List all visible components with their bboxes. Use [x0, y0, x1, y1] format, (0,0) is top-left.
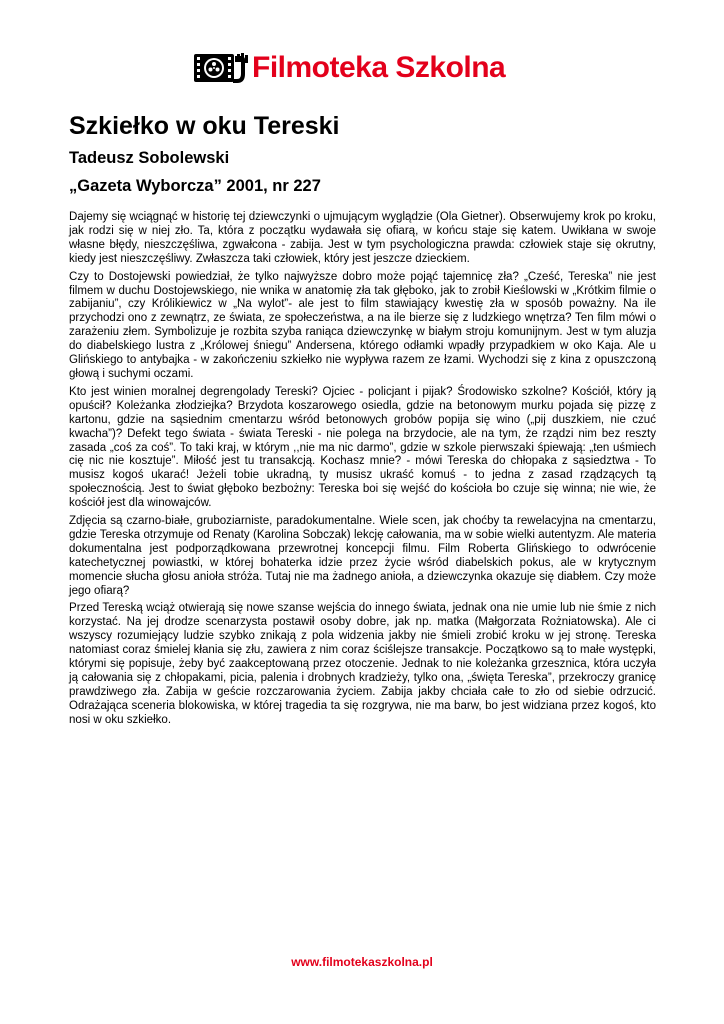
brand-name: Filmoteka Szkolna	[252, 51, 506, 84]
article-paragraph: Zdjęcia są czarno-białe, gruboziarniste, paradokumentalne. Wiele scen, jak choćby ta rewelacyjna na cmentarzu, gdzie Tereska otrzymuje od Renaty (Karolina Sobczak) lekcję całowania, ma w sobie wielki autentyzm. Ale materia dokumentalna jest podporządkowana przewrotnej koncepcji filmu. Film Roberta Glińskiego to odwrócenie katechetycznej powiastki, w której bohaterka idzie przez życie wśród diabelskich pokus, ale w krytycznym momencie słucha głosu anioła stróża. Tutaj nie ma żadnego anioła, a dziewczynka okazuje się diabłem. Czy może jego ofiarą?	[69, 515, 656, 597]
brand-logo	[193, 48, 505, 88]
article-body	[69, 211, 656, 732]
footer-website-link[interactable]: www.filmotekaszkolna.pl	[291, 955, 433, 969]
article-paragraph: Czy to Dostojewski powiedział, że tylko najwyższe dobro może pojąć tajemnicę zła? „Cześć, Tereska” nie jest filmem w duchu Dostojewskiego, nie wnika w anatomię zła tak głęboko, jak to zrobił Kieślowski w „Krótkim filmie o zabijaniu”, czy Królikiewicz w „Na wylot”- ale jest to film stawiający kwestię zła w sposób poważny. Na ile przychodzi ono z zewnątrz, ze świata, ze społeczeństwa, a na ile bierze się z ludzkiego wnętrza? Ten film mówi o zarażeniu złem. Symbolizuje je rozbita szyba raniąca dziewczynkę w białym stroju komunijnym. Jest w tym aluzja do diabelskiego lustra z „Królowej śniegu” Andersena, którego odłamki wpadły przypadkiem w oko Kaja. Ale u Glińskiego to antybajka - w zakończeniu szkiełko nie wypływa razem ze łzami. Wychodzi się z kina z opuszczoną głową i suchymi oczami.	[69, 270, 656, 380]
article-paragraph: Przed Tereską wciąż otwierają się nowe szanse wejścia do innego świata, jednak ona nie umie lub nie śmie z nich korzystać. Na jej drodze scenarzysta postawił osoby dobre, jak np. matka (Małgorzata Rożniatowska). Ale ci wszyscy rozumiejący ludzie szybko znikają z pola widzenia jakby nie śmieli zrobić kroku w jej stronę. Tereska natomiast coraz śmielej kłania się złu, zawiera z nim coraz ściślejsze transakcje. Początkowo są to małe występki, którymi się popisuje, żeby być zaakceptowaną przez otoczenie. Jednak to nie koleżanka grzesznica, która uczyła ją całowania się z chłopakami, picia, palenia i drobnych kradzieży, tylko ona, „święta Tereska”, przekroczy granicę prawdziwego zła. Zabija w geście rozczarowania życiem. Zabija jakby chciała całe to zło od siebie odrzucić. Odrażająca sceneria blokowiska, w której tragedia ta się rozgrywa, nie ma barw, bo jest widziana przez kogoś, kto nosi w oku szkiełko.	[69, 602, 656, 726]
article-paragraph: Dajemy się wciągnąć w historię tej dziewczynki o ujmującym wyglądzie (Ola Gietner). Obserwujemy krok po kroku, jak rodzi się w niej zło. Ta, która z początku wydawała się ofiarą, w końcu staje się katem. Uwikłana w swoje własne błędy, nieszczęśliwa, zgwałcona - zabija. Jest w tym psychologiczna prawda: człowiek staje się okrutny, kiedy jest nieszczęśliwy. Zwłaszcza taki człowiek, który jest jeszcze dzieckiem.	[69, 211, 656, 265]
article-paragraph: Kto jest winien moralnej degrengolady Tereski? Ojciec - policjant i pijak? Środowisko szkolne? Kościół, który ją opuścił? Koleżanka złodziejka? Brzydota koszarowego osiedla, gdzie na betonowym murku pojada się pizzę z kartonu, gdzie na sąsiednim cmentarzu wśród betonowych grobów popija się wino („pij duszkiem, nie czuć kwacha”)? Defekt tego świata - świata Tereski - nie polega na brzydocie, ale na tym, że rządzi nim bez reszty zasada „coś za coś”. To taki kraj, w którym ,,nie ma nic darmo”, gdzie w szkole pierwszaki śpiewają: „ten uśmiech cię nic nie kosztuje”. Miłość jest tu transakcją. Kochasz mnie? - mówi Tereska do chłopaka z sąsiedztwa - To musisz kogoś ukarać! Jeżeli tobie ukradną, ty musisz ukraść komuś - to jedna z zasad rządzących tą społecznością. Jest to świat głęboko bezbożny: Tereska boi się wejść do kościoła bo czuje się winna; nie wie, że kościół jest dla winowajców.	[69, 385, 656, 510]
article-source: „Gazeta Wyborcza” 2001, nr 227	[69, 177, 321, 195]
film-reel-hand-icon	[193, 50, 251, 86]
article-title: Szkiełko w oku Tereski	[69, 112, 340, 140]
article-author: Tadeusz Sobolewski	[69, 149, 230, 167]
